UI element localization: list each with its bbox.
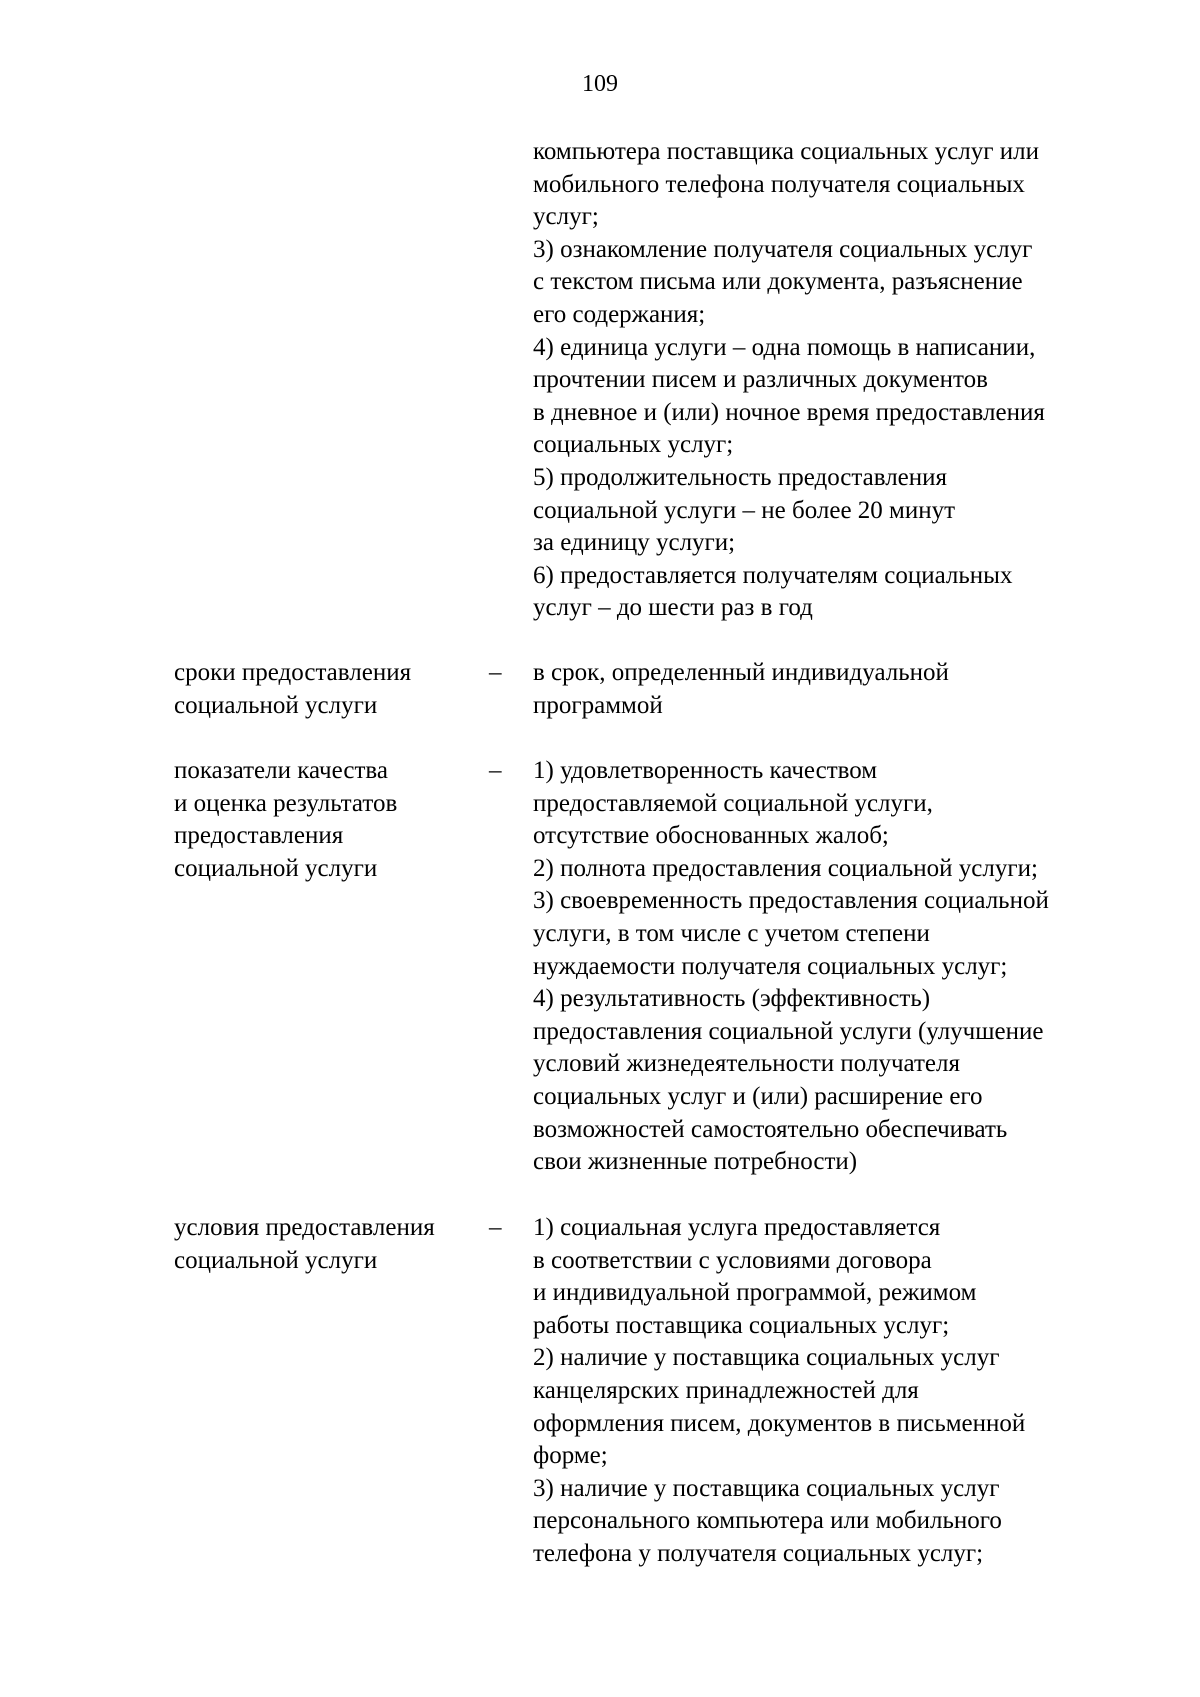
label-line: и оценка результатов xyxy=(174,789,398,817)
value-line: и индивидуальной программой, режимом xyxy=(533,1279,977,1307)
dash-separator: – xyxy=(489,757,502,784)
row-label xyxy=(174,657,411,722)
value-line: 3) своевременность предоставления социальной xyxy=(533,887,1049,915)
value-line: телефона у получателя социальных услуг; xyxy=(533,1539,984,1567)
continuation-text xyxy=(533,136,1045,625)
row-label xyxy=(174,755,397,885)
value-line: отсутствие обоснованных жалоб; xyxy=(533,822,889,850)
value-line: канцелярских принадлежностей для xyxy=(533,1376,919,1404)
page-number: 109 xyxy=(582,71,618,97)
text-line: с текстом письма или документа, разъяснение xyxy=(533,268,1023,296)
text-line: компьютера поставщика социальных услуг или xyxy=(533,138,1039,165)
text-line: услуг – до шести раз в год xyxy=(533,594,813,622)
text-line: 6) предоставляется получателям социальных xyxy=(533,561,1013,589)
text-line: услуг; xyxy=(533,203,599,231)
row-value xyxy=(533,1212,1025,1571)
text-line: 4) единица услуги – одна помощь в написании, xyxy=(533,333,1036,361)
value-line: предоставляемой социальной услуги, xyxy=(533,789,933,817)
text-line: его содержания; xyxy=(533,300,706,328)
value-line: работы поставщика социальных услуг; xyxy=(533,1311,950,1339)
text-line: в дневное и (или) ночное время предоставления xyxy=(533,398,1045,426)
text-line: социальной услуги – не более 20 минут xyxy=(533,496,956,524)
text-line: прочтении писем и различных документов xyxy=(533,366,988,394)
value-line: 1) социальная услуга предоставляется xyxy=(533,1214,941,1241)
value-line: оформления писем, документов в письменной xyxy=(533,1409,1026,1437)
label-line: социальной услуги xyxy=(174,854,378,882)
text-line: за единицу услуги; xyxy=(533,529,736,557)
value-line: 2) наличие у поставщика социальных услуг xyxy=(533,1344,1000,1372)
value-line: 1) удовлетворенность качеством xyxy=(533,757,878,784)
label-line: сроки предоставления xyxy=(174,659,412,686)
value-line: 4) результативность (эффективность) xyxy=(533,985,931,1013)
value-line: 2) полнота предоставления социальной услуги; xyxy=(533,854,1038,882)
dash-separator: – xyxy=(489,1214,502,1241)
value-line: в соответствии с условиями договора xyxy=(533,1246,932,1274)
value-line: нуждаемости получателя социальных услуг; xyxy=(533,952,1008,980)
text-line: 3) ознакомление получателя социальных услуг xyxy=(533,235,1033,263)
label-line: условия предоставления xyxy=(174,1214,435,1241)
label-line: предоставления xyxy=(174,822,344,850)
value-line: возможностей самостоятельно обеспечивать xyxy=(533,1115,1008,1143)
text-line: социальных услуг; xyxy=(533,431,734,459)
value-line: форме; xyxy=(533,1442,608,1470)
value-line: в срок, определенный индивидуальной xyxy=(533,659,949,686)
value-line: предоставления социальной услуги (улучшение xyxy=(533,1017,1044,1045)
label-line: показатели качества xyxy=(174,757,388,784)
value-line: программой xyxy=(533,691,663,719)
row-value xyxy=(533,657,949,722)
label-line: социальной услуги xyxy=(174,691,378,719)
value-line: свои жизненные потребности) xyxy=(533,1148,858,1176)
dash-separator: – xyxy=(489,659,502,686)
row-value xyxy=(533,755,1049,1179)
value-line: условий жизнедеятельности получателя xyxy=(533,1050,960,1078)
text-line: мобильного телефона получателя социальных xyxy=(533,170,1025,198)
value-line: 3) наличие у поставщика социальных услуг xyxy=(533,1474,1000,1502)
value-line: социальных услуг и (или) расширение его xyxy=(533,1082,983,1110)
label-line: социальной услуги xyxy=(174,1246,378,1274)
text-line: 5) продолжительность предоставления xyxy=(533,463,948,491)
row-label xyxy=(174,1212,435,1277)
value-line: услуги, в том числе с учетом степени xyxy=(533,919,930,947)
value-line: персонального компьютера или мобильного xyxy=(533,1507,1002,1535)
